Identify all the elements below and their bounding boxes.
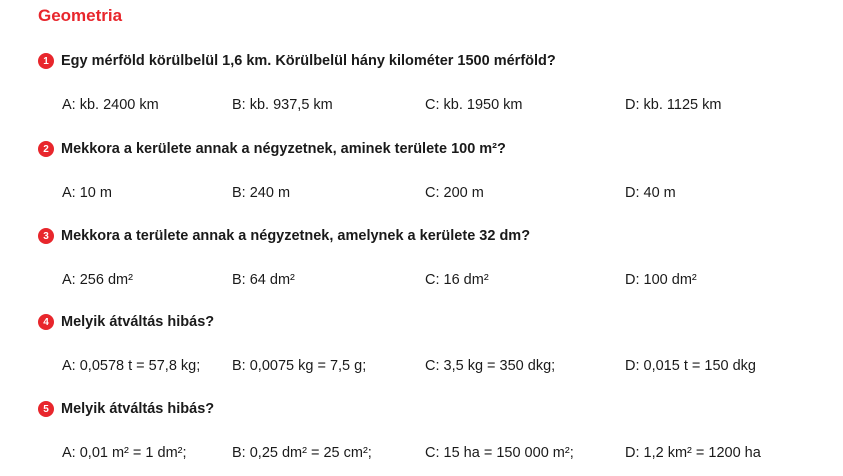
answer-option-c[interactable]: C: 15 ha = 150 000 m²;	[425, 445, 574, 461]
answer-option-d[interactable]: D: kb. 1125 km	[625, 97, 722, 113]
question-header	[38, 137, 828, 161]
answer-options	[38, 268, 828, 292]
question-text: Melyik átváltás hibás?	[61, 314, 215, 330]
answer-option-b[interactable]: B: 0,0075 kg = 7,5 g;	[232, 358, 367, 374]
answer-option-b[interactable]: B: 0,25 dm² = 25 cm²;	[232, 445, 372, 461]
question-text: Mekkora a kerülete annak a négyzetnek, aminek területe 100 m²?	[61, 141, 506, 157]
page-title: Geometria	[38, 6, 123, 25]
answer-options	[38, 441, 828, 465]
answer-option-b[interactable]: B: 240 m	[232, 185, 291, 201]
question-text: Egy mérföld körülbelül 1,6 km. Körülbelül hány kilométer 1500 mérföld?	[61, 53, 556, 69]
answer-options	[38, 181, 828, 205]
answer-option-c[interactable]: C: 3,5 kg = 350 dkg;	[425, 358, 556, 374]
answer-option-a[interactable]: A: 10 m	[62, 185, 112, 201]
question-text: Melyik átváltás hibás?	[61, 401, 215, 417]
question-3	[38, 224, 828, 292]
answer-option-d[interactable]: D: 1,2 km² = 1200 ha	[625, 445, 761, 461]
answer-option-d[interactable]: D: 40 m	[625, 185, 676, 201]
answer-option-b[interactable]: B: kb. 937,5 km	[232, 97, 333, 113]
answer-option-a[interactable]: A: 0,01 m² = 1 dm²;	[62, 445, 187, 461]
answer-options	[38, 354, 828, 378]
question-number-badge: 5	[38, 401, 54, 417]
answer-option-b[interactable]: B: 64 dm²	[232, 272, 295, 288]
answer-option-d[interactable]: D: 0,015 t = 150 dkg	[625, 358, 756, 374]
question-header	[38, 49, 828, 73]
question-header	[38, 310, 828, 334]
answer-option-a[interactable]: A: 256 dm²	[62, 272, 133, 288]
question-4	[38, 310, 828, 378]
question-1	[38, 49, 828, 117]
question-text: Mekkora a területe annak a négyzetnek, amelynek a kerülete 32 dm?	[61, 228, 531, 244]
question-5	[38, 397, 828, 465]
question-2	[38, 137, 828, 205]
question-header	[38, 224, 828, 248]
answer-option-d[interactable]: D: 100 dm²	[625, 272, 697, 288]
answer-option-a[interactable]: A: 0,0578 t = 57,8 kg;	[62, 358, 201, 374]
question-number-badge: 1	[38, 53, 54, 69]
question-number-badge: 2	[38, 141, 54, 157]
question-number-badge: 4	[38, 314, 54, 330]
answer-option-a[interactable]: A: kb. 2400 km	[62, 97, 159, 113]
answer-option-c[interactable]: C: kb. 1950 km	[425, 97, 523, 113]
answer-options	[38, 93, 828, 117]
question-number-badge: 3	[38, 228, 54, 244]
answer-option-c[interactable]: C: 200 m	[425, 185, 484, 201]
question-header	[38, 397, 828, 421]
answer-option-c[interactable]: C: 16 dm²	[425, 272, 489, 288]
